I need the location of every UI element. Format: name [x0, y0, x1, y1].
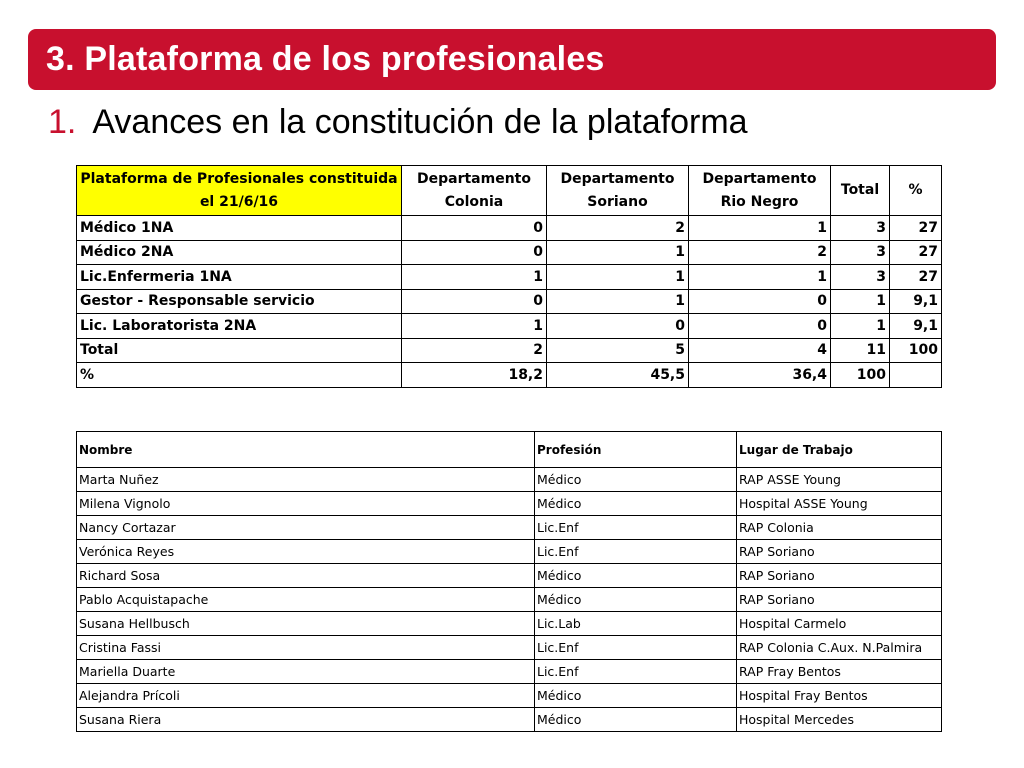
member-profession: Lic.Enf	[535, 540, 737, 564]
summary-cell: 100	[890, 338, 942, 363]
summary-cell: 100	[831, 363, 890, 388]
summary-cell: 27	[890, 216, 942, 241]
summary-cell: 4	[689, 338, 831, 363]
member-profession: Médico	[535, 708, 737, 732]
summary-cell: 45,5	[547, 363, 689, 388]
member-workplace: RAP Colonia C.Aux. N.Palmira	[737, 636, 942, 660]
members-row	[77, 708, 942, 732]
member-name: Pablo Acquistapache	[77, 588, 535, 612]
member-name: Marta Nuñez	[77, 468, 535, 492]
member-profession: Lic.Enf	[535, 660, 737, 684]
summary-row	[77, 240, 942, 265]
summary-cell: 0	[689, 314, 831, 339]
summary-row-label: Médico 2NA	[77, 240, 402, 265]
members-row	[77, 588, 942, 612]
summary-header-cell: Departamento Colonia	[402, 166, 547, 216]
summary-row	[77, 289, 942, 314]
member-profession: Médico	[535, 564, 737, 588]
summary-cell: 1	[547, 289, 689, 314]
summary-cell: 1	[547, 240, 689, 265]
members-row	[77, 684, 942, 708]
title-bar	[28, 29, 996, 90]
summary-cell: 9,1	[890, 314, 942, 339]
member-profession: Médico	[535, 468, 737, 492]
summary-row	[77, 314, 942, 339]
summary-cell: 1	[831, 289, 890, 314]
summary-cell: 27	[890, 265, 942, 290]
summary-cell: 1	[831, 314, 890, 339]
summary-cell: 1	[689, 216, 831, 241]
summary-cell: 11	[831, 338, 890, 363]
members-row	[77, 492, 942, 516]
members-row	[77, 636, 942, 660]
members-row	[77, 540, 942, 564]
member-name: Susana Riera	[77, 708, 535, 732]
summary-cell: 0	[402, 289, 547, 314]
member-name: Cristina Fassi	[77, 636, 535, 660]
member-name: Alejandra Prícoli	[77, 684, 535, 708]
members-row	[77, 468, 942, 492]
summary-row-label: Lic.Enfermeria 1NA	[77, 265, 402, 290]
member-profession: Médico	[535, 684, 737, 708]
member-name: Susana Hellbusch	[77, 612, 535, 636]
summary-cell: 0	[547, 314, 689, 339]
summary-cell: 2	[689, 240, 831, 265]
summary-row-label: Gestor - Responsable servicio	[77, 289, 402, 314]
summary-header-cell: Total	[831, 166, 890, 216]
summary-row-label: Total	[77, 338, 402, 363]
members-table	[76, 431, 942, 732]
summary-row-label: %	[77, 363, 402, 388]
member-profession: Lic.Enf	[535, 636, 737, 660]
summary-cell: 2	[402, 338, 547, 363]
member-name: Nancy Cortazar	[77, 516, 535, 540]
members-row	[77, 516, 942, 540]
member-name: Verónica Reyes	[77, 540, 535, 564]
summary-cell: 27	[890, 240, 942, 265]
summary-cell: 1	[689, 265, 831, 290]
member-profession: Médico	[535, 492, 737, 516]
member-workplace: Hospital Carmelo	[737, 612, 942, 636]
members-header-row	[77, 432, 942, 468]
members-row	[77, 660, 942, 684]
member-name: Milena Vignolo	[77, 492, 535, 516]
member-profession: Lic.Enf	[535, 516, 737, 540]
summary-cell: 2	[547, 216, 689, 241]
summary-cell: 3	[831, 240, 890, 265]
member-workplace: Hospital Mercedes	[737, 708, 942, 732]
members-header-cell: Profesión	[535, 432, 737, 468]
summary-cell: 0	[402, 240, 547, 265]
summary-cell: 0	[689, 289, 831, 314]
member-workplace: RAP Soriano	[737, 588, 942, 612]
summary-header-cell: Plataforma de Profesionales constituida el 21/6/16	[77, 166, 402, 216]
section-title: Avances en la constitución de la plataforma	[92, 103, 748, 141]
summary-cell: 3	[831, 216, 890, 241]
summary-cell: 1	[547, 265, 689, 290]
member-workplace: RAP Fray Bentos	[737, 660, 942, 684]
member-profession: Médico	[535, 588, 737, 612]
members-row	[77, 612, 942, 636]
summary-header-cell: Departamento Soriano	[547, 166, 689, 216]
summary-header-cell: %	[890, 166, 942, 216]
members-header-cell: Lugar de Trabajo	[737, 432, 942, 468]
member-workplace: Hospital Fray Bentos	[737, 684, 942, 708]
member-workplace: RAP Soriano	[737, 564, 942, 588]
summary-row-label: Médico 1NA	[77, 216, 402, 241]
summary-cell: 36,4	[689, 363, 831, 388]
members-row	[77, 564, 942, 588]
summary-row	[77, 216, 942, 241]
member-profession: Lic.Lab	[535, 612, 737, 636]
member-workplace: Hospital ASSE Young	[737, 492, 942, 516]
summary-header-cell: Departamento Rio Negro	[689, 166, 831, 216]
summary-row	[77, 265, 942, 290]
summary-cell: 5	[547, 338, 689, 363]
summary-cell	[890, 363, 942, 388]
section-number: 1.	[48, 103, 77, 141]
summary-cell: 0	[402, 216, 547, 241]
summary-table	[76, 165, 942, 388]
summary-cell: 1	[402, 314, 547, 339]
summary-row	[77, 338, 942, 363]
summary-cell: 9,1	[890, 289, 942, 314]
member-name: Richard Sosa	[77, 564, 535, 588]
summary-row-label: Lic. Laboratorista 2NA	[77, 314, 402, 339]
summary-header-row	[77, 166, 942, 216]
member-workplace: RAP Soriano	[737, 540, 942, 564]
members-header-cell: Nombre	[77, 432, 535, 468]
summary-row	[77, 363, 942, 388]
summary-cell: 1	[402, 265, 547, 290]
member-workplace: RAP ASSE Young	[737, 468, 942, 492]
member-workplace: RAP Colonia	[737, 516, 942, 540]
summary-cell: 18,2	[402, 363, 547, 388]
member-name: Mariella Duarte	[77, 660, 535, 684]
section-heading	[48, 103, 748, 142]
summary-cell: 3	[831, 265, 890, 290]
page-title: 3. Plataforma de los profesionales	[46, 40, 605, 78]
